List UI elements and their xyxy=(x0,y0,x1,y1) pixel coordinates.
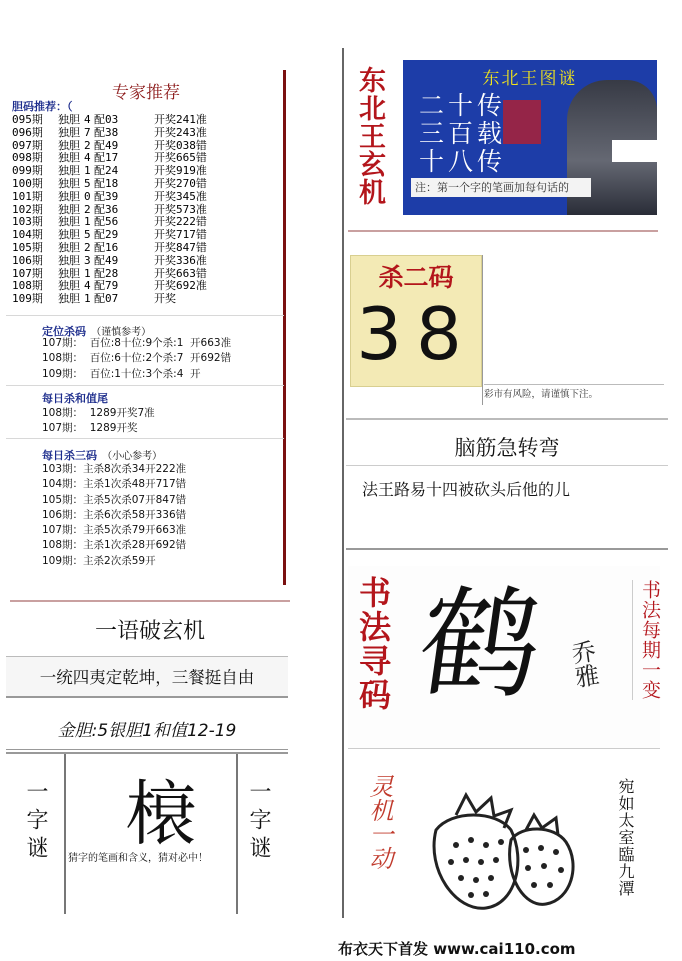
bile-period: 108期 xyxy=(12,279,43,293)
divider xyxy=(236,754,238,914)
bile-pair: 配18 xyxy=(94,176,119,190)
proverb-box xyxy=(10,600,290,655)
bile-pair: 配36 xyxy=(94,202,119,216)
three-row: 108期：主杀1次杀28开692错 xyxy=(42,539,187,552)
bile-period: 097期 xyxy=(12,138,43,152)
bile-type: 独胆 xyxy=(58,279,80,293)
bile-heading: 胆码推荐：（ xyxy=(12,100,73,113)
bile-period: 096期 xyxy=(12,125,43,139)
bile-type: 独胆 xyxy=(58,176,80,190)
poem: 宛如太室臨九潭 xyxy=(616,778,635,897)
bile-result: 开奖270错 xyxy=(154,176,207,190)
divider xyxy=(482,255,483,405)
three-row: 109期：主杀2次杀59开 xyxy=(42,554,156,567)
bile-pair: 配79 xyxy=(94,279,119,293)
bile-pair: 配49 xyxy=(94,138,119,152)
kill-two-numbers: 38 xyxy=(356,292,476,376)
three-note: （小心参考） xyxy=(102,451,163,462)
bile-num: 2 xyxy=(84,202,91,216)
bile-type: 独胆 xyxy=(58,253,80,267)
pos-heading: 定位杀码 xyxy=(42,325,86,338)
bile-pair: 配16 xyxy=(94,240,119,254)
bile-num: 7 xyxy=(84,125,91,139)
divider xyxy=(6,315,284,316)
three-section xyxy=(42,444,162,463)
bile-period: 103期 xyxy=(12,215,43,229)
bile-period: 101期 xyxy=(12,189,43,203)
brain-teaser-box xyxy=(346,418,668,466)
bile-num: 2 xyxy=(84,240,91,254)
bile-period: 107期 xyxy=(12,266,43,280)
divider xyxy=(6,385,284,386)
bile-result: 开奖692准 xyxy=(154,279,207,293)
divider xyxy=(348,230,658,232)
calligraphy-char: 鹤 xyxy=(410,576,550,715)
bile-type: 独胆 xyxy=(58,151,80,165)
bile-result: 开奖 xyxy=(154,292,176,306)
expert-panel xyxy=(6,70,286,585)
bile-pair: 配17 xyxy=(94,151,119,165)
bile-period: 102期 xyxy=(12,202,43,216)
bile-num: 4 xyxy=(84,279,91,293)
bile-result: 开奖919准 xyxy=(154,164,207,178)
bile-num: 1 xyxy=(84,215,91,229)
bile-result: 开奖241准 xyxy=(154,113,207,126)
bile-row xyxy=(12,178,207,191)
bile-result: 开奖663错 xyxy=(154,266,207,280)
bile-type: 独胆 xyxy=(58,113,80,126)
divider xyxy=(6,438,284,439)
riddle-box xyxy=(6,752,288,912)
bile-result: 开奖573准 xyxy=(154,202,207,216)
bile-pair: 配39 xyxy=(94,189,119,203)
proverb-title: 一语破玄机 xyxy=(94,619,205,644)
riddle-hint: 猜字的笔画和含义，猜对必中！ xyxy=(68,853,208,864)
bile-period: 098期 xyxy=(12,151,43,165)
gold-line: 金胆:5银胆1和值12-19 xyxy=(6,712,288,750)
bile-num: 2 xyxy=(84,138,91,152)
divider xyxy=(346,548,668,564)
bile-row xyxy=(12,242,207,255)
northeast-note: 注：第一个字的笔画加每句话的 xyxy=(411,178,591,197)
bile-type: 独胆 xyxy=(58,164,80,178)
footer-source: 布衣天下首发 www.cai110.com xyxy=(338,940,576,958)
bile-period: 106期 xyxy=(12,253,43,267)
bile-result: 开奖345准 xyxy=(154,189,207,203)
bile-type: 独胆 xyxy=(58,125,80,139)
kill-two-box xyxy=(350,255,482,387)
bile-period: 109期 xyxy=(12,292,43,306)
bile-period: 100期 xyxy=(12,176,43,190)
red-stamp xyxy=(503,100,541,144)
bile-pair: 配49 xyxy=(94,253,119,267)
bile-result: 开奖222错 xyxy=(154,215,207,229)
bile-type: 独胆 xyxy=(58,202,80,216)
three-row: 103期：主杀8次杀34开222准 xyxy=(42,463,187,475)
bile-pair: 配28 xyxy=(94,266,119,280)
strawberry-icon xyxy=(416,790,586,915)
bile-period: 099期 xyxy=(12,164,43,178)
northeast-image-title: 东北王图谜 xyxy=(482,69,578,89)
bile-pair: 配29 xyxy=(94,228,119,242)
calligraphy-signature: 乔雅 xyxy=(565,638,601,690)
bile-result: 开奖243准 xyxy=(154,125,207,139)
bile-row xyxy=(12,127,207,140)
bile-period: 105期 xyxy=(12,240,43,254)
pos-note: （谨慎参考） xyxy=(91,327,152,338)
bile-num: 1 xyxy=(84,292,91,306)
bile-row xyxy=(12,114,207,127)
bile-pair: 配03 xyxy=(94,113,119,126)
brain-teaser-question: 法王路易十四被砍头后他的儿 xyxy=(362,480,571,499)
bile-period: 095期 xyxy=(12,113,43,126)
three-heading: 每日杀三码 xyxy=(42,449,97,462)
bile-num: 1 xyxy=(84,164,91,178)
bile-result: 开奖665错 xyxy=(154,151,207,165)
northeast-line: 三百载 xyxy=(419,119,507,148)
bile-type: 独胆 xyxy=(58,215,80,229)
calligraphy-label: 书法寻码 xyxy=(354,576,392,712)
riddle-char: 榱 xyxy=(126,773,196,855)
northeast-vertical-title: 东北王玄机 xyxy=(354,66,385,206)
kill-two-title: 杀二码 xyxy=(378,263,454,292)
riddle-right-label: 一字谜 xyxy=(246,780,271,864)
bile-result: 开奖038错 xyxy=(154,138,207,152)
bile-num: 1 xyxy=(84,266,91,280)
bile-num: 0 xyxy=(84,189,91,203)
northeast-image xyxy=(403,60,657,215)
pos-row: 107期： 百位:8十位:9个杀:1 开663准 xyxy=(42,337,232,349)
northeast-line: 十八传 xyxy=(419,147,507,176)
bile-num: 5 xyxy=(84,176,91,190)
bile-section xyxy=(12,98,207,306)
northeast-line: 二十传 xyxy=(419,91,507,120)
three-row: 104期：主杀1次杀48开717错 xyxy=(42,478,187,491)
expert-title: 专家推荐 xyxy=(112,83,180,103)
bile-rows xyxy=(12,114,207,306)
bile-num: 4 xyxy=(84,113,91,126)
bile-num: 5 xyxy=(84,228,91,242)
bile-row xyxy=(12,191,207,204)
bile-pair: 配56 xyxy=(94,215,119,229)
divider xyxy=(64,754,66,914)
pos-rows xyxy=(42,336,231,382)
bile-type: 独胆 xyxy=(58,138,80,152)
bile-period: 104期 xyxy=(12,228,43,242)
sum-rows xyxy=(42,406,155,437)
bile-num: 3 xyxy=(84,253,91,267)
pos-row: 108期： 百位:6十位:2个杀:7 开692错 xyxy=(42,352,232,365)
bile-result: 开奖717错 xyxy=(154,228,207,242)
sum-row: 107期： 1289开奖 xyxy=(42,422,138,435)
three-rows xyxy=(42,462,186,569)
bile-result: 开奖847错 xyxy=(154,240,207,254)
calligraphy-note: 书法每期一变 xyxy=(632,580,664,700)
white-patch xyxy=(612,140,674,162)
three-row: 107期：主杀5次杀79开663准 xyxy=(42,524,187,537)
bile-type: 独胆 xyxy=(58,189,80,203)
bile-type: 独胆 xyxy=(58,292,80,306)
three-row: 105期：主杀5次杀07开847错 xyxy=(42,493,187,506)
brain-teaser-title: 脑筋急转弯 xyxy=(454,436,560,460)
bile-pair: 配24 xyxy=(94,164,119,178)
bile-type: 独胆 xyxy=(58,240,80,254)
bile-row xyxy=(12,293,207,306)
bile-type: 独胆 xyxy=(58,266,80,280)
three-row: 106期：主杀6次杀58开336错 xyxy=(42,508,187,521)
bile-type: 独胆 xyxy=(58,228,80,242)
bile-pair: 配07 xyxy=(94,292,119,306)
risk-note: 彩市有风险，请谨慎下注。 xyxy=(484,384,664,402)
sum-heading: 每日杀和值尾 xyxy=(42,392,108,405)
riddle-left-label: 一字谜 xyxy=(23,780,48,864)
sum-row: 108期： 1289开奖7准 xyxy=(42,407,155,419)
inspiration-label: 灵机一动 xyxy=(365,774,393,870)
bile-row xyxy=(12,255,207,268)
bile-num: 4 xyxy=(84,151,91,165)
proverb-line: 一统四夷定乾坤，三餐挺自由 xyxy=(6,656,288,698)
bile-result: 开奖336准 xyxy=(154,253,207,267)
bile-pair: 配38 xyxy=(94,125,119,139)
pos-row: 109期： 百位:1十位:3个杀:4 开 xyxy=(42,367,201,380)
